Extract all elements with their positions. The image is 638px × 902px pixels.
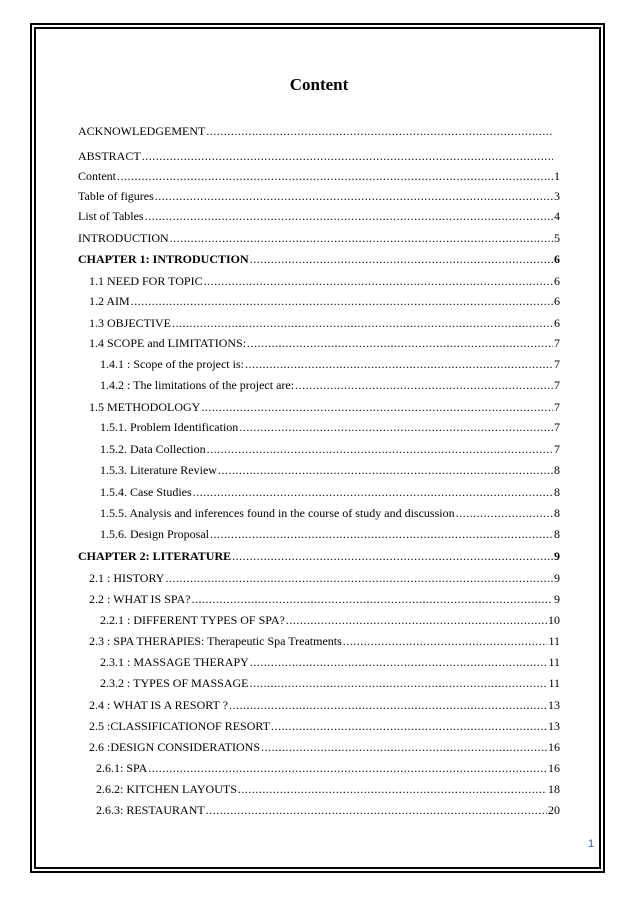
toc-entry[interactable] bbox=[78, 231, 560, 246]
toc-leader-dots bbox=[155, 189, 553, 204]
toc-leader-dots bbox=[204, 274, 553, 289]
toc-entry[interactable] bbox=[96, 782, 560, 797]
toc-entry-label: 2.6.1: SPA bbox=[96, 761, 148, 775]
toc-entry[interactable] bbox=[100, 655, 560, 670]
toc-entry-page: 7 bbox=[554, 378, 560, 392]
toc-entry[interactable] bbox=[100, 485, 560, 500]
toc-entry-page: 3 bbox=[554, 189, 560, 203]
toc-entry[interactable] bbox=[78, 124, 560, 139]
toc-entry-page: 5 bbox=[554, 231, 560, 245]
toc-entry-label: ABSTRACT bbox=[78, 149, 141, 163]
toc-leader-dots bbox=[271, 719, 547, 734]
toc-entry-page: 8 bbox=[554, 463, 560, 477]
page-number: 1 bbox=[588, 838, 595, 850]
toc-entry-label: 1.5.4. Case Studies bbox=[100, 485, 192, 499]
toc-entry-label: 1.3 OBJECTIVE bbox=[89, 316, 171, 330]
toc-entry[interactable] bbox=[89, 571, 560, 586]
toc-entry-label: 1.4 SCOPE and LIMITATIONS: bbox=[89, 336, 247, 350]
toc-entry-page: 7 bbox=[554, 420, 560, 434]
toc-leader-dots bbox=[206, 124, 553, 139]
toc-entry-page: 4 bbox=[554, 209, 560, 223]
toc-leader-dots bbox=[142, 149, 553, 164]
toc-leader-dots bbox=[261, 740, 547, 755]
toc-entry-label: 1.4.2 : The limitations of the project are: bbox=[100, 378, 295, 392]
toc-leader-dots bbox=[238, 782, 547, 797]
toc-entry[interactable] bbox=[89, 274, 560, 289]
toc-entry-page: 9 bbox=[554, 592, 560, 606]
toc-entry-page: 11 bbox=[548, 655, 560, 669]
toc-entry-page: 6 bbox=[554, 274, 560, 288]
toc-entry-label: 1.5.5. Analysis and inferences found in the course of study and discussion bbox=[100, 506, 455, 520]
toc-entry[interactable] bbox=[89, 634, 560, 649]
toc-entry-label: 1.5.1. Problem Identification bbox=[100, 420, 239, 434]
toc-entry[interactable] bbox=[89, 336, 560, 351]
toc-entry-page: 20 bbox=[548, 803, 560, 817]
toc-leader-dots bbox=[193, 485, 553, 500]
toc-entry-label: 2.3.2 : TYPES OF MASSAGE bbox=[100, 676, 249, 690]
toc-entry[interactable] bbox=[100, 527, 560, 542]
toc-entry-label: Content bbox=[78, 169, 116, 183]
toc-leader-dots bbox=[343, 634, 548, 649]
toc-entry-label: INTRODUCTION bbox=[78, 231, 169, 245]
toc-entry-label: 1.4.1 : Scope of the project is: bbox=[100, 357, 244, 371]
toc-entry-label: 2.2.1 : DIFFERENT TYPES OF SPA? bbox=[100, 613, 285, 627]
toc-entry-page: 8 bbox=[554, 527, 560, 541]
toc-entry[interactable] bbox=[100, 420, 560, 435]
toc-entry-page: 11 bbox=[548, 634, 560, 648]
toc-entry-label: 1.5 METHODOLOGY bbox=[89, 400, 201, 414]
toc-leader-dots bbox=[117, 169, 553, 184]
toc-leader-dots bbox=[170, 231, 553, 246]
toc-entry[interactable] bbox=[78, 149, 560, 164]
toc-entry-page: 13 bbox=[548, 719, 560, 733]
toc-leader-dots bbox=[295, 378, 553, 393]
toc-leader-dots bbox=[247, 336, 553, 351]
toc-leader-dots bbox=[148, 761, 547, 776]
toc-entry[interactable] bbox=[89, 719, 560, 734]
toc-entry-page: 6 bbox=[554, 316, 560, 330]
toc-entry-label: 1.2 AIM bbox=[89, 294, 130, 308]
toc-entry[interactable] bbox=[100, 506, 560, 521]
toc-leader-dots bbox=[172, 316, 553, 331]
toc-leader-dots bbox=[131, 294, 553, 309]
toc-entry[interactable] bbox=[89, 400, 560, 415]
toc-entry-page: 9 bbox=[554, 571, 560, 585]
toc-entry[interactable] bbox=[78, 209, 560, 224]
toc-entry[interactable] bbox=[100, 357, 560, 372]
toc-entry[interactable] bbox=[89, 698, 560, 713]
toc-entry-page: 6 bbox=[554, 294, 560, 308]
toc-leader-dots bbox=[250, 655, 548, 670]
toc-entry-page: 7 bbox=[554, 357, 560, 371]
toc-entry[interactable] bbox=[89, 294, 560, 309]
toc-entry[interactable] bbox=[100, 613, 560, 628]
toc-entry-label: 1.5.2. Data Collection bbox=[100, 442, 206, 456]
toc-leader-dots bbox=[206, 803, 547, 818]
toc-entry-page: 8 bbox=[554, 485, 560, 499]
toc-entry-label: 2.6.3: RESTAURANT bbox=[96, 803, 205, 817]
toc-entry-page: 7 bbox=[554, 400, 560, 414]
toc-leader-dots bbox=[456, 506, 553, 521]
toc-entry[interactable] bbox=[78, 549, 560, 564]
toc-entry[interactable] bbox=[100, 463, 560, 478]
toc-entry-page: 8 bbox=[554, 506, 560, 520]
toc-entry-label: ACKNOWLEDGEMENT bbox=[78, 124, 206, 138]
toc-entry-label: Table of figures bbox=[78, 189, 154, 203]
toc-entry-label: 2.5 :CLASSIFICATIONOF RESORT bbox=[89, 719, 270, 733]
toc-entry[interactable] bbox=[100, 676, 560, 691]
toc-entry-page: 10 bbox=[548, 613, 560, 627]
toc-entry-label: CHAPTER 1: INTRODUCTION bbox=[78, 252, 249, 266]
toc-entry[interactable] bbox=[89, 740, 560, 755]
toc-entry-label: 2.4 : WHAT IS A RESORT ? bbox=[89, 698, 228, 712]
toc-leader-dots bbox=[286, 613, 547, 628]
toc-leader-dots bbox=[250, 252, 553, 267]
toc-entry-page: 6 bbox=[554, 252, 560, 266]
toc-entry-label: 2.3 : SPA THERAPIES: Therapeutic Spa Treatments bbox=[89, 634, 342, 648]
toc-entry-page: 7 bbox=[554, 336, 560, 350]
toc-leader-dots bbox=[191, 592, 553, 607]
toc-entry-page: 9 bbox=[554, 549, 560, 563]
toc-entry-page: 7 bbox=[554, 442, 560, 456]
toc-entry-label: CHAPTER 2: LITERATURE bbox=[78, 549, 232, 563]
toc-leader-dots bbox=[232, 549, 553, 564]
toc-entry[interactable] bbox=[89, 316, 560, 331]
toc-leader-dots bbox=[249, 676, 547, 691]
toc-entry-label: 2.2 : WHAT IS SPA? bbox=[89, 592, 191, 606]
toc-entry[interactable] bbox=[78, 189, 560, 204]
toc-entry-label: 1.5.6. Design Proposal bbox=[100, 527, 209, 541]
toc-entry-label: 2.3.1 : MASSAGE THERAPY bbox=[100, 655, 249, 669]
toc-entry-page: 1 bbox=[554, 169, 560, 183]
toc-leader-dots bbox=[210, 527, 553, 542]
toc-entry-page: 13 bbox=[548, 698, 560, 712]
toc-leader-dots bbox=[145, 209, 553, 224]
toc-title: Content bbox=[289, 75, 349, 94]
toc-entry[interactable] bbox=[89, 592, 560, 607]
toc-leader-dots bbox=[229, 698, 547, 713]
toc-entry[interactable] bbox=[100, 442, 560, 457]
toc-entry-page: 16 bbox=[548, 761, 560, 775]
toc-entry-page: 18 bbox=[548, 782, 560, 796]
toc-entry[interactable] bbox=[96, 761, 560, 776]
toc-entry[interactable] bbox=[78, 169, 560, 184]
toc-entry-label: 1.5.3. Literature Review bbox=[100, 463, 217, 477]
toc-entry[interactable] bbox=[96, 803, 560, 818]
toc-leader-dots bbox=[218, 463, 553, 478]
toc-leader-dots bbox=[201, 400, 553, 415]
toc-entry-page: 16 bbox=[548, 740, 560, 754]
toc-leader-dots bbox=[165, 571, 553, 586]
toc-leader-dots bbox=[207, 442, 553, 457]
toc-leader-dots bbox=[245, 357, 553, 372]
toc-entry-label: List of Tables bbox=[78, 209, 144, 223]
toc-entry-label: 2.6.2: KITCHEN LAYOUTS bbox=[96, 782, 237, 796]
toc-entry-label: 2.6 :DESIGN CONSIDERATIONS bbox=[89, 740, 261, 754]
toc-leader-dots bbox=[239, 420, 553, 435]
toc-entry-label: 2.1 : HISTORY bbox=[89, 571, 165, 585]
toc-entry[interactable] bbox=[78, 252, 560, 267]
toc-entry[interactable] bbox=[100, 378, 560, 393]
toc-entry-page: 11 bbox=[548, 676, 560, 690]
toc-entry-label: 1.1 NEED FOR TOPIC bbox=[89, 274, 203, 288]
